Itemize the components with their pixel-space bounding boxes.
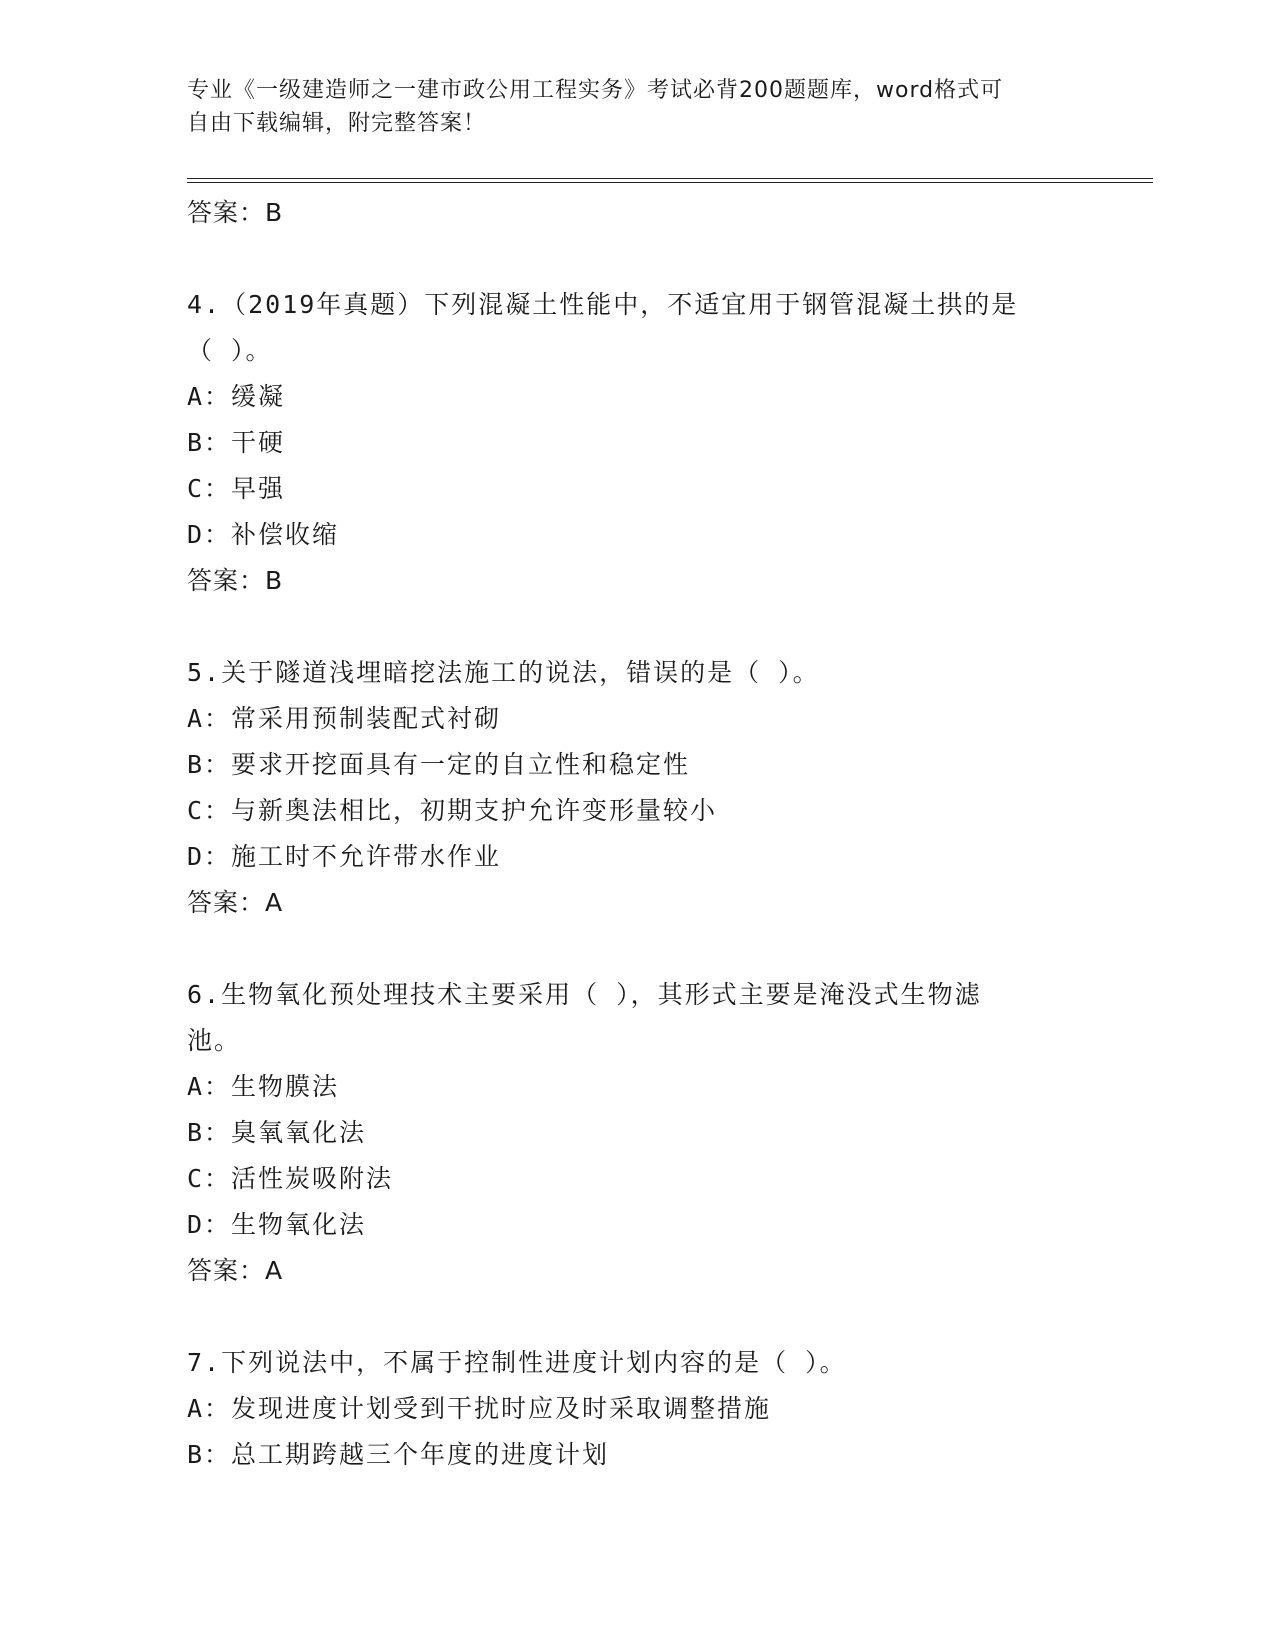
answer-q4: 答案：B (187, 566, 284, 595)
answer-q6: 答案：A (187, 1256, 284, 1285)
question-5-stem: 5.关于隧道浅埋暗挖法施工的说法，错误的是（ ）。 (187, 658, 820, 687)
answer-q5: 答案：A (187, 888, 284, 917)
header-line-1: 专业《一级建造师之一建市政公用工程实务》考试必背200题题库，word格式可 (187, 78, 1004, 103)
document-header (187, 74, 1067, 140)
question-4-option-d: D：补偿收缩 (187, 520, 340, 549)
question-6-stem: 6.生物氧化预处理技术主要采用（ ），其形式主要是淹没式生物滤 (187, 980, 982, 1009)
question-6-option-b: B：臭氧氧化法 (187, 1118, 367, 1147)
question-4-stem-cont: （ ）。 (187, 336, 273, 365)
header-divider-top (187, 178, 1153, 179)
question-6-stem-cont: 池。 (187, 1026, 242, 1055)
question-7-option-b: B：总工期跨越三个年度的进度计划 (187, 1440, 610, 1469)
question-5-option-d: D：施工时不允许带水作业 (187, 842, 502, 871)
question-4-option-a: A：缓凝 (187, 382, 286, 411)
question-5-option-b: B：要求开挖面具有一定的自立性和稳定性 (187, 750, 691, 779)
question-6-option-d: D：生物氧化法 (187, 1210, 367, 1239)
question-5-option-c: C：与新奥法相比，初期支护允许变形量较小 (187, 796, 718, 825)
question-4-option-b: B：干硬 (187, 428, 286, 457)
header-line-2: 自由下载编辑，附完整答案！ (187, 111, 487, 136)
question-4-option-c: C：早强 (187, 474, 286, 503)
question-7-option-a: A：发现进度计划受到干扰时应及时采取调整措施 (187, 1394, 772, 1423)
question-6-option-a: A：生物膜法 (187, 1072, 340, 1101)
question-4-stem: 4.（2019年真题）下列混凝土性能中，不适宜用于钢管混凝土拱的是 (187, 290, 1019, 319)
answer-q3: 答案：B (187, 198, 284, 227)
question-7-stem: 7.下列说法中，不属于控制性进度计划内容的是（ ）。 (187, 1348, 847, 1377)
question-list (187, 190, 1087, 1478)
question-6-option-c: C：活性炭吸附法 (187, 1164, 394, 1193)
header-divider-bottom (187, 182, 1153, 183)
question-5-option-a: A：常采用预制装配式衬砌 (187, 704, 502, 733)
